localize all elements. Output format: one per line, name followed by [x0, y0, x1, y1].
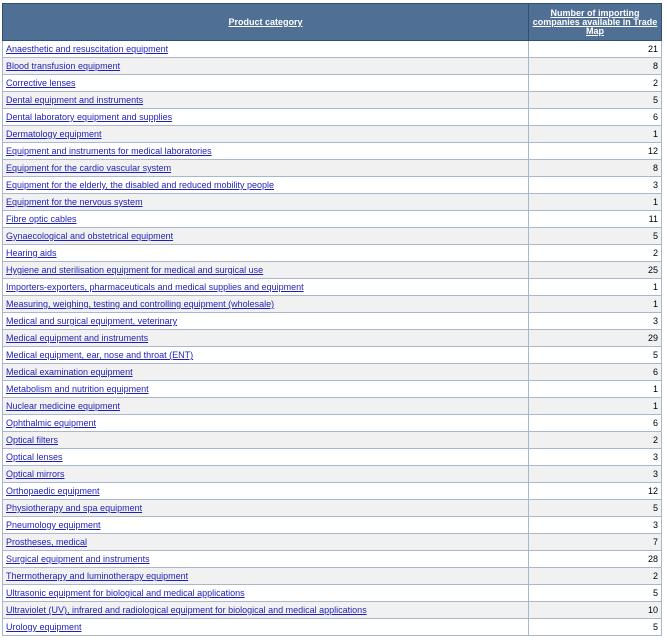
category-link[interactable]: Optical mirrors [6, 469, 65, 479]
category-link[interactable]: Medical equipment and instruments [6, 333, 149, 343]
category-cell [3, 160, 529, 177]
category-cell [3, 211, 529, 228]
company-count-cell: 12 [529, 143, 662, 160]
table-row [3, 449, 662, 466]
company-count-cell: 5 [529, 619, 662, 636]
table-row [3, 415, 662, 432]
category-cell [3, 92, 529, 109]
category-cell [3, 466, 529, 483]
company-count-cell: 5 [529, 500, 662, 517]
table-row [3, 75, 662, 92]
category-cell [3, 432, 529, 449]
category-link[interactable]: Equipment for the nervous system [6, 197, 143, 207]
company-count-cell: 2 [529, 432, 662, 449]
category-cell [3, 41, 529, 58]
category-link[interactable]: Equipment for the elderly, the disabled and reduced mobility people [6, 180, 275, 190]
category-link[interactable]: Dermatology equipment [6, 129, 102, 139]
category-cell [3, 262, 529, 279]
category-cell [3, 619, 529, 636]
category-cell [3, 126, 529, 143]
company-count-cell: 29 [529, 330, 662, 347]
category-link[interactable]: Pneumology equipment [6, 520, 101, 530]
category-link[interactable]: Thermotherapy and luminotherapy equipment [6, 571, 189, 581]
category-cell [3, 381, 529, 398]
table-row [3, 109, 662, 126]
table-row [3, 330, 662, 347]
table-row [3, 262, 662, 279]
company-count-cell: 1 [529, 296, 662, 313]
category-cell [3, 313, 529, 330]
category-cell [3, 330, 529, 347]
category-link[interactable]: Ophthalmic equipment [6, 418, 97, 428]
company-count-cell: 5 [529, 228, 662, 245]
table-row [3, 568, 662, 585]
company-count-cell: 2 [529, 75, 662, 92]
category-cell [3, 398, 529, 415]
company-count-cell: 1 [529, 381, 662, 398]
table-row [3, 296, 662, 313]
category-link[interactable]: Orthopaedic equipment [6, 486, 100, 496]
category-link[interactable]: Surgical equipment and instruments [6, 554, 150, 564]
company-count-cell: 6 [529, 415, 662, 432]
importing-companies-header[interactable]: Number of importing companies available in Trade Map [529, 4, 662, 41]
company-count-cell: 5 [529, 92, 662, 109]
table-header-row [3, 4, 662, 41]
table-row [3, 194, 662, 211]
company-count-cell: 2 [529, 568, 662, 585]
company-count-cell: 2 [529, 245, 662, 262]
category-cell [3, 517, 529, 534]
company-count-cell: 3 [529, 313, 662, 330]
category-link[interactable]: Equipment for the cardio vascular system [6, 163, 172, 173]
category-cell [3, 296, 529, 313]
category-cell [3, 500, 529, 517]
table-row [3, 211, 662, 228]
company-count-cell: 28 [529, 551, 662, 568]
category-cell [3, 602, 529, 619]
category-cell [3, 483, 529, 500]
table-row [3, 534, 662, 551]
category-cell [3, 415, 529, 432]
category-link[interactable]: Corrective lenses [6, 78, 76, 88]
category-link[interactable]: Urology equipment [6, 622, 82, 632]
category-link[interactable]: Hearing aids [6, 248, 57, 258]
category-cell [3, 551, 529, 568]
category-cell [3, 449, 529, 466]
company-count-cell: 7 [529, 534, 662, 551]
category-link[interactable]: Dental laboratory equipment and supplies [6, 112, 173, 122]
table-row [3, 551, 662, 568]
table-row [3, 517, 662, 534]
product-category-table [2, 3, 662, 636]
company-count-cell: 1 [529, 194, 662, 211]
category-link[interactable]: Dental equipment and instruments [6, 95, 144, 105]
company-count-cell: 8 [529, 58, 662, 75]
company-count-cell: 3 [529, 177, 662, 194]
company-count-cell: 1 [529, 279, 662, 296]
category-cell [3, 177, 529, 194]
category-link[interactable]: Measuring, weighing, testing and controlling equipment (wholesale) [6, 299, 275, 309]
category-link[interactable]: Optical filters [6, 435, 59, 445]
category-link[interactable]: Anaesthetic and resuscitation equipment [6, 44, 169, 54]
category-link[interactable]: Medical and surgical equipment, veterinary [6, 316, 178, 326]
table-row [3, 432, 662, 449]
company-count-cell: 10 [529, 602, 662, 619]
company-count-cell: 3 [529, 517, 662, 534]
table-row [3, 364, 662, 381]
table-row [3, 602, 662, 619]
category-link[interactable]: Optical lenses [6, 452, 63, 462]
table-row [3, 347, 662, 364]
category-link[interactable]: Gynaecological and obstetrical equipment [6, 231, 174, 241]
table-row [3, 619, 662, 636]
category-link[interactable]: Physiotherapy and spa equipment [6, 503, 143, 513]
category-cell [3, 245, 529, 262]
company-count-cell: 1 [529, 126, 662, 143]
category-cell [3, 364, 529, 381]
company-count-cell: 12 [529, 483, 662, 500]
category-link[interactable]: Importers-exporters, pharmaceuticals and medical supplies and equipment [6, 282, 304, 292]
category-link[interactable]: Equipment and instruments for medical laboratories [6, 146, 212, 156]
table-row [3, 92, 662, 109]
category-cell [3, 75, 529, 92]
category-cell [3, 228, 529, 245]
table-row [3, 177, 662, 194]
category-cell [3, 347, 529, 364]
table-row [3, 41, 662, 58]
category-cell [3, 143, 529, 160]
category-cell [3, 109, 529, 126]
table-row [3, 279, 662, 296]
table-row [3, 381, 662, 398]
category-link[interactable]: Blood transfusion equipment [6, 61, 121, 71]
category-cell [3, 568, 529, 585]
table-row [3, 160, 662, 177]
table-row [3, 585, 662, 602]
table-row [3, 245, 662, 262]
table-row [3, 313, 662, 330]
category-cell [3, 585, 529, 602]
category-link[interactable]: Prostheses, medical [6, 537, 88, 547]
table-row [3, 126, 662, 143]
company-count-cell: 25 [529, 262, 662, 279]
category-link[interactable]: Nuclear medicine equipment [6, 401, 121, 411]
company-count-cell: 8 [529, 160, 662, 177]
product-category-header[interactable]: Product category [3, 4, 529, 41]
company-count-cell: 3 [529, 466, 662, 483]
category-cell [3, 279, 529, 296]
table-row [3, 500, 662, 517]
category-link[interactable]: Metabolism and nutrition equipment [6, 384, 149, 394]
category-cell [3, 194, 529, 211]
category-link[interactable]: Hygiene and sterilisation equipment for medical and surgical use [6, 265, 264, 275]
category-link[interactable]: Medical equipment, ear, nose and throat (ENT) [6, 350, 194, 360]
company-count-cell: 6 [529, 364, 662, 381]
category-link[interactable]: Ultraviolet (UV), infrared and radiological equipment for biological and medical applications [6, 605, 367, 615]
table-row [3, 483, 662, 500]
table-row [3, 466, 662, 483]
category-link[interactable]: Medical examination equipment [6, 367, 133, 377]
company-count-cell: 21 [529, 41, 662, 58]
category-link[interactable]: Fibre optic cables [6, 214, 77, 224]
company-count-cell: 11 [529, 211, 662, 228]
table-row [3, 143, 662, 160]
table-row [3, 58, 662, 75]
company-count-cell: 5 [529, 347, 662, 364]
category-link[interactable]: Ultrasonic equipment for biological and medical applications [6, 588, 245, 598]
company-count-cell: 5 [529, 585, 662, 602]
company-count-cell: 6 [529, 109, 662, 126]
company-count-cell: 3 [529, 449, 662, 466]
table-row [3, 228, 662, 245]
category-cell [3, 58, 529, 75]
table-body [3, 41, 662, 636]
table-row [3, 398, 662, 415]
company-count-cell: 1 [529, 398, 662, 415]
category-cell [3, 534, 529, 551]
